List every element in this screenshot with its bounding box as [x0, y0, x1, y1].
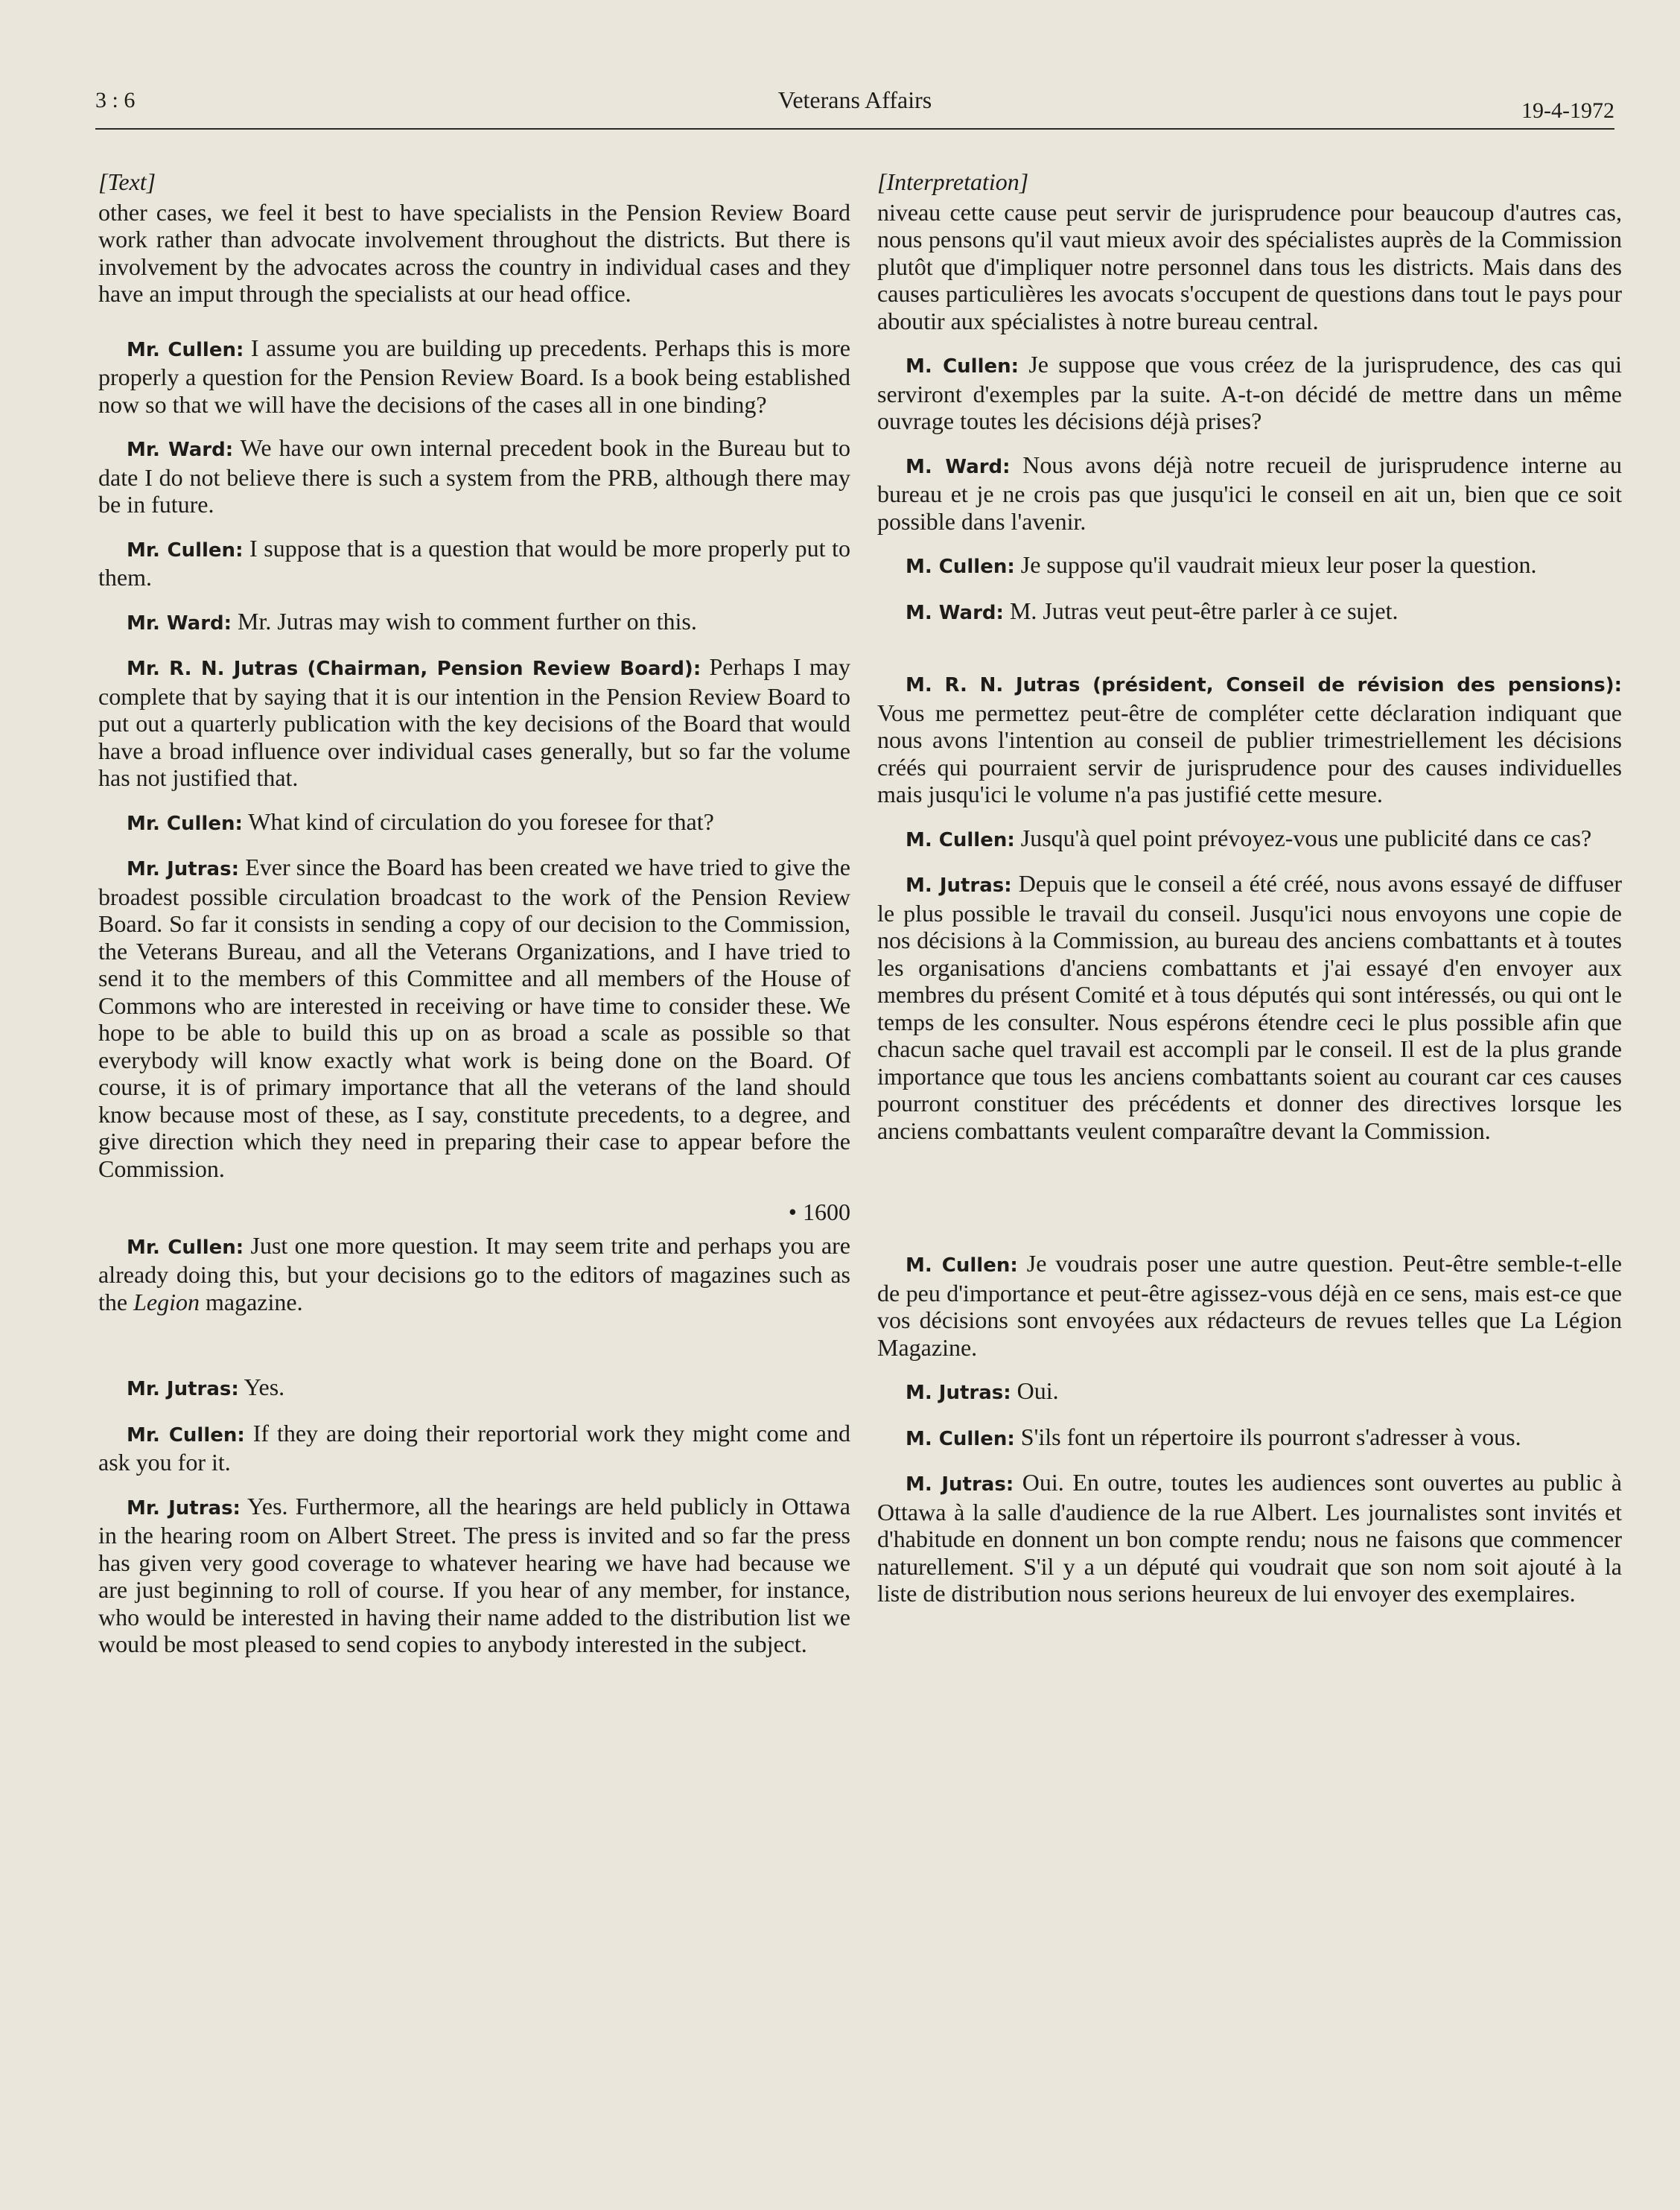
speech-paragraph — [877, 1469, 1622, 1607]
speech-text: Vous me permettez peut-être de compléter cette déclaration indiquant que nous avons l'intention au conseil de publier trimestriellement les décisions créés qui pourraient servir de jurisprudence pour des causes individuelles mais jusqu'ici le volume n'a pas justifié cette mesure. — [877, 699, 1622, 807]
speech-paragraph — [98, 1232, 850, 1316]
speech-text: Je voudrais poser une autre question. Peut-être semble-t-elle de peu d'importance et peut-être agissez-vous déjà en ce sens, mais est-ce que vos décisions sont envoyées aux rédacteurs de revues telles que La Légion Magazine. — [877, 1250, 1623, 1361]
speaker-name: M. Cullen: — [906, 1254, 1018, 1277]
speech-text: I assume you are building up precedents. Perhaps this is more properly a question for the Pension Review Board. Is a book being established now so that we will have the decisions of the cases all in one binding? — [98, 334, 851, 418]
speech-paragraph — [98, 434, 850, 518]
speaker-name: Mr. Ward: — [127, 612, 232, 635]
speaker-name: Mr. Jutras: — [127, 1378, 239, 1400]
speech-text: Jusqu'à quel point prévoyez-vous une publicité dans ce cas? — [1014, 824, 1592, 851]
speech-paragraph — [877, 1250, 1622, 1361]
speech-paragraph — [98, 653, 850, 792]
page-header — [95, 83, 1614, 130]
speech-text: Nous avons déjà notre recueil de jurisprudence interne au bureau et je ne crois pas que jusqu'ici le conseil en ait un, bien que ce soit possible dans l'avenir. — [877, 451, 1623, 535]
continued-paragraph: other cases, we feel it best to have specialists in the Pension Review Board work rather than advocate involvement throughout the districts. But there is involvement by the advocates across the country in individual cases and they have an imput through the specialists at our head office. — [98, 198, 850, 307]
speaker-name: M. Cullen: — [906, 355, 1019, 378]
speech-paragraph — [98, 1374, 850, 1403]
speaker-name: M. Cullen: — [906, 1427, 1015, 1450]
speech-text: I suppose that is a question that would be more properly put to them. — [98, 534, 851, 591]
speaker-name: Mr. Cullen: — [127, 812, 243, 835]
page-date: 19-4-1972 — [1521, 98, 1614, 123]
magazine-title: Legion — [133, 1288, 200, 1315]
time-marker: • 1600 — [788, 1198, 850, 1225]
page-number: 3 : 6 — [95, 88, 136, 112]
column-label-interpretation: [Interpretation] — [877, 168, 1029, 195]
speech-paragraph — [877, 1377, 1622, 1407]
speech-text: Just one more question. It may seem trite and perhaps you are already doing this, but your decisions go to the editors of magazines such as the — [98, 1231, 851, 1315]
speech-paragraph — [98, 808, 850, 838]
speech-text: Oui. En outre, toutes les audiences sont ouvertes au public à Ottawa à la salle d'audience de la rue Albert. Les journalistes sont invités et d'habitude en donnent un bon compte rendu; nous ne faisons que commencer naturellement. S'il y a un député qui voudrait que son nom soit ajouté à la liste de distribution nous serions heureux de lui envoyer des exemplaires. — [877, 1469, 1622, 1607]
spacer — [98, 324, 850, 334]
speech-text: S'ils font un répertoire ils pourront s'adresser à vous. — [1014, 1423, 1521, 1450]
speaker-name: Mr. Cullen: — [127, 1236, 244, 1259]
speaker-name: Mr. Jutras: — [127, 1496, 241, 1520]
speech-text: Ever since the Board has been created we have tried to give the broadest possible circulation broadcast to the work of the Pension Review Board. So far it consists in sending a copy of our decision to the Commission, the Veterans Bureau, and all the Veterans Organizations, and I have tried to send it to the members of this Committee and all members of the House of Commons who are interested in receiving or have time to consider these. We hope to be able to build this up on as broad a scale as possible so that everybody will know exactly what work is being done on the Board. Of course, it is of primary importance that all the veterans of the land should know because most of these, as I say, constitute precedents, to a degree, and give direction which they need in preparing their case to appear before the Commission. — [98, 854, 850, 1182]
speech-text: Perhaps I may complete that by saying that it is our intention in the Pension Review Board to put out a quarterly publication with the key decisions of the Board that would have a broad influence over individual cases generally, but so far the volume has not justified that. — [98, 653, 850, 791]
speech-text: We have our own internal precedent book in the Bureau but to date I do not believe there is such a system from the PRB, although there may be in future. — [98, 434, 851, 518]
speech-text: magazine. — [199, 1288, 303, 1315]
speech-text: If they are doing their reportorial work they might come and ask you for it. — [98, 1419, 851, 1476]
speech-paragraph — [877, 451, 1622, 536]
speech-text: Je suppose qu'il vaudrait mieux leur poser la question. — [1014, 551, 1537, 578]
speech-paragraph — [877, 825, 1622, 854]
speaker-name: Mr. Jutras: — [127, 858, 239, 880]
speech-text: Depuis que le conseil a été créé, nous avons essayé de diffuser le plus possible le travail du conseil. Jusqu'ici nous envoyons une copie de nos décisions à la Commission, au bureau des anciens combattants et à toutes les organisations d'anciens combattants et j'ai essayé d'en envoyer aux membres du présent Comité et à tous députés qui sont intéressés, ou qui ont le temps de les consulter. Nous espérons étendre ceci le plus possible afin que chacun sache quel travail est accompli par le conseil. Il est de la plus grande importance que tous les anciens combattants soient au courant car ces causes pourront constituer des précédents et donner des directives lorsque les anciens combattants veulent comparaître devant la Commission. — [877, 870, 1622, 1144]
speaker-name: M. Jutras: — [906, 1382, 1011, 1404]
speech-paragraph — [98, 535, 850, 591]
speech-paragraph — [98, 854, 850, 1182]
speaker-name: M. Jutras: — [906, 1473, 1014, 1496]
speaker-name: M. Cullen: — [906, 556, 1015, 578]
speaker-name: M. Ward: — [906, 455, 1011, 478]
speech-paragraph — [98, 1420, 850, 1476]
speech-text: Yes. Furthermore, all the hearings are held publicly in Ottawa in the hearing room on Albert Street. The press is invited and so far the press has given very good coverage to whatever hearing we have had because we are just beginning to roll of course. If you hear of any member, for instance, who would be interested in having their name added to the distribution list we would be most pleased to send copies to anybody interested in the subject. — [98, 1492, 850, 1657]
speaker-name: Mr. R. N. Jutras (Chairman, Pension Review Board): — [127, 658, 701, 680]
speaker-name: M. R. N. Jutras (président, Conseil de révision des pensions): — [906, 674, 1622, 696]
speaker-name: Mr. Cullen: — [127, 338, 244, 361]
spacer — [877, 643, 1622, 670]
speech-text: M. Jutras veut peut-être parler à ce sujet. — [1003, 597, 1399, 624]
speech-text: Je suppose que vous créez de la jurisprudence, des cas qui serviront d'exemples par la suite. A-t-on décidé de mettre dans un même ouvrage toutes les décisions déjà prises? — [877, 351, 1623, 434]
english-column — [98, 168, 850, 1674]
speech-text: What kind of circulation do you foresee for that? — [242, 807, 714, 835]
spacer — [98, 1332, 850, 1374]
speech-paragraph — [98, 1493, 850, 1658]
speech-paragraph — [877, 351, 1622, 435]
spacer — [877, 1160, 1622, 1250]
column-label-text: [Text] — [98, 168, 156, 195]
speaker-name: M. Ward: — [906, 601, 1004, 624]
speech-paragraph — [877, 670, 1622, 808]
speaker-name: Mr. Cullen: — [127, 539, 244, 562]
running-title: Veterans Affairs — [777, 86, 932, 113]
speaker-name: Mr. Cullen: — [127, 1423, 245, 1447]
speech-text: Mr. Jutras may wish to comment further on this. — [232, 607, 697, 635]
speech-text: Oui. — [1011, 1377, 1059, 1404]
speaker-name: Mr. Ward: — [127, 439, 234, 461]
speech-paragraph — [877, 551, 1622, 581]
continued-paragraph: niveau cette cause peut servir de jurisprudence pour beaucoup d'autres cas, nous pensons qu'il vaut mieux avoir des spécialistes auprès de la Commission plutôt que d'impliquer notre personnel dans tous les districts. Mais dans des causes particulières les avocats s'occupent de questions dans tout le pays pour aboutir aux spécialistes à notre bureau central. — [877, 198, 1622, 334]
speech-paragraph — [98, 608, 850, 638]
speaker-name: M. Cullen: — [906, 828, 1015, 851]
speech-paragraph — [877, 870, 1622, 1144]
speech-text: Yes. — [238, 1374, 285, 1400]
speech-paragraph — [877, 1423, 1622, 1453]
speech-paragraph — [877, 597, 1622, 627]
speech-paragraph — [98, 334, 850, 419]
speaker-name: M. Jutras: — [906, 874, 1012, 897]
french-column — [877, 168, 1622, 1624]
